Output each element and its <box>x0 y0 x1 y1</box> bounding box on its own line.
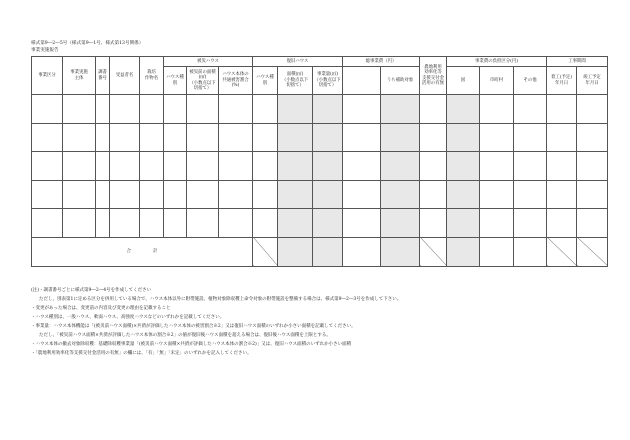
cell-house-shubetsu-1[interactable] <box>164 123 187 152</box>
cell-higai-wariai[interactable] <box>219 209 253 238</box>
col-header-shunkou: 竣工予定 年月日 <box>577 67 608 95</box>
cell-sonota[interactable] <box>514 209 547 238</box>
cell-uchi-hojo[interactable] <box>381 95 420 124</box>
cell-sonota[interactable] <box>514 123 547 152</box>
cell-shunkou[interactable] <box>577 152 608 181</box>
cell-shutai[interactable] <box>63 209 96 238</box>
cell-shichouson[interactable] <box>480 123 514 152</box>
col-header-fukkyu-house: 復旧ハウス <box>253 57 343 67</box>
cell-chakkou[interactable] <box>547 152 577 181</box>
cell-house-shubetsu-1[interactable] <box>164 152 187 181</box>
cell-chousa-bangou[interactable] <box>96 152 110 181</box>
cell-shichouson[interactable] <box>480 209 514 238</box>
cell-house-shubetsu-1[interactable] <box>164 209 187 238</box>
col-header-blank <box>343 67 381 95</box>
cell-chakkou[interactable] <box>547 123 577 152</box>
cell-uchi-hojo[interactable] <box>381 180 420 209</box>
cell-shichouson[interactable] <box>480 180 514 209</box>
cell-nouchi[interactable] <box>420 152 447 181</box>
cell-jigyouryou[interactable] <box>313 209 343 238</box>
cell-chakkou[interactable] <box>547 180 577 209</box>
cell-sakumotsu[interactable] <box>140 123 164 152</box>
col-header-shichouson: 市町村 <box>480 67 514 95</box>
total-cell-chakkou-diag <box>547 237 577 266</box>
cell-juekisha[interactable] <box>110 209 140 238</box>
cell-sonota[interactable] <box>514 180 547 209</box>
cell-kuni[interactable] <box>447 95 480 124</box>
cell-uchi-hojo[interactable] <box>381 209 420 238</box>
cell-house-shubetsu-2[interactable] <box>253 152 278 181</box>
cell-shutai[interactable] <box>63 123 96 152</box>
cell-higai-wariai[interactable] <box>219 152 253 181</box>
cell-chousa-bangou[interactable] <box>96 95 110 124</box>
col-header-sonota: その他 <box>514 67 547 95</box>
table-row <box>32 152 608 181</box>
cell-jigyouryou[interactable] <box>313 95 343 124</box>
cell-nouchi[interactable] <box>420 180 447 209</box>
cell-shunkou[interactable] <box>577 123 608 152</box>
cell-jigyou-kubun[interactable] <box>32 95 63 124</box>
cell-house-shubetsu-2[interactable] <box>253 209 278 238</box>
cell-juekisha[interactable] <box>110 95 140 124</box>
cell-shunkou[interactable] <box>577 209 608 238</box>
cell-chousa-bangou[interactable] <box>96 180 110 209</box>
note-line: ・変更があった場合は、変更前の内容及び変更の理由を記載すること <box>31 306 171 311</box>
cell-juekisha[interactable] <box>110 152 140 181</box>
cell-shichouson[interactable] <box>480 95 514 124</box>
form-reference: 様式第9―2―5号（様式第9―1号、様式第13号関係） <box>31 41 144 46</box>
cell-shutai[interactable] <box>63 152 96 181</box>
col-header-uchi-hojo: うち補助対象 <box>381 67 420 95</box>
cell-menseki-2[interactable] <box>278 95 313 124</box>
cell-jigyou-kubun[interactable] <box>32 209 63 238</box>
table-row <box>32 209 608 238</box>
cell-sakumotsu[interactable] <box>140 95 164 124</box>
cell-kuni[interactable] <box>447 180 480 209</box>
cell-higai-wariai[interactable] <box>219 95 253 124</box>
total-cell-nouchi-diag <box>420 237 447 266</box>
cell-juekisha[interactable] <box>110 123 140 152</box>
table-row <box>32 123 608 152</box>
col-header-menseki-2: 面積(㎡) （小数点以下 切捨て） <box>278 67 313 95</box>
cell-uchi-hojo[interactable] <box>381 152 420 181</box>
note-line: ・ハウス本体の撤去対象除収穫：基礎除収穫事業量「(被災前ハウス面積×共済が評価したハウス本体の割合※2)」又は、復旧ハウス面積のいずれか小さい面積 <box>31 342 352 347</box>
cell-jigyouryou[interactable] <box>313 180 343 209</box>
notes-section <box>31 286 602 358</box>
col-header-jigyouryou: 事業量(㎡) （小数点以下 切捨て） <box>313 67 343 95</box>
cell-shunkou[interactable] <box>577 95 608 124</box>
cell-menseki-2[interactable] <box>278 209 313 238</box>
col-header-shutai: 事業実施 主体 <box>63 57 96 95</box>
cell-menseki-2[interactable] <box>278 123 313 152</box>
cell-chakkou[interactable] <box>547 95 577 124</box>
total-cell-diag <box>253 237 278 266</box>
col-header-house-shubetsu-2: ハウス種 別 <box>253 67 278 95</box>
cell-kuni[interactable] <box>447 123 480 152</box>
cell-menseki-2[interactable] <box>278 152 313 181</box>
col-header-kouji-kikan: 工事期間 <box>547 57 608 67</box>
cell-kuni[interactable] <box>447 209 480 238</box>
cell-hisai-menseki[interactable] <box>187 95 219 124</box>
total-cell-sonota[interactable] <box>514 237 547 266</box>
form-title: 事業実施報告 <box>31 48 59 53</box>
cell-house-shubetsu-2[interactable] <box>253 123 278 152</box>
col-header-hisai-menseki: 被災前の面積 (㎡) （小数点以下 切捨て） <box>187 67 219 95</box>
cell-sonota[interactable] <box>514 95 547 124</box>
cell-chousa-bangou[interactable] <box>96 209 110 238</box>
total-row <box>32 237 608 266</box>
col-header-kuni: 国 <box>447 67 480 95</box>
cell-hisai-menseki[interactable] <box>187 209 219 238</box>
cell-nouchi[interactable] <box>420 123 447 152</box>
total-cell-kuni[interactable] <box>447 237 480 266</box>
note-line: ・ハウス種別は、一般ハウス、軟弱ハウス、高強度ハウスなどのいずれかを記載してください。 <box>31 315 225 320</box>
report-table <box>31 56 608 267</box>
note-line: ただし、別表第1に定める区分を併用している場合で、ハウス本体以外に附帯施設、植物対象除収穫上命令対象の附帯施設を整備する場合は、様式第9―2―3号を作成して下さい。 <box>39 297 402 302</box>
cell-shutai[interactable] <box>63 180 96 209</box>
cell-juekisha[interactable] <box>110 180 140 209</box>
cell-uchi-hojo[interactable] <box>381 123 420 152</box>
col-header-juekisha: 受益者名 <box>110 57 140 95</box>
cell-higai-wariai[interactable] <box>219 180 253 209</box>
cell-soujigyouhi[interactable] <box>343 95 381 124</box>
cell-shunkou[interactable] <box>577 180 608 209</box>
cell-sakumotsu[interactable] <box>140 152 164 181</box>
total-label-left: 合 <box>126 248 131 254</box>
cell-nouchi[interactable] <box>420 95 447 124</box>
total-cell-uchi-hojo[interactable] <box>381 237 420 266</box>
cell-shichouson[interactable] <box>480 152 514 181</box>
cell-hisai-menseki[interactable] <box>187 152 219 181</box>
cell-house-shubetsu-1[interactable] <box>164 95 187 124</box>
note-line: ・事業量：ハウス本体機能は「(被災前ハウス面積)×共済が評価したハウス本体の被害割合※2」又は復旧ハウス面積のいずれか小さい面積を記載してください。 <box>31 324 356 329</box>
cell-soujigyouhi[interactable] <box>343 180 381 209</box>
total-cell-menseki[interactable] <box>278 237 313 266</box>
total-cell-shunkou-diag <box>577 237 608 266</box>
cell-jigyou-kubun[interactable] <box>32 180 63 209</box>
col-header-chakkou: 着工(予定) 年月日 <box>547 67 577 95</box>
cell-hisai-menseki[interactable] <box>187 123 219 152</box>
cell-jigyou-kubun[interactable] <box>32 152 63 181</box>
cell-jigyouryou[interactable] <box>313 152 343 181</box>
cell-menseki-2[interactable] <box>278 180 313 209</box>
cell-house-shubetsu-1[interactable] <box>164 180 187 209</box>
col-header-sakumotsu: 栽培 作物名 <box>140 57 164 95</box>
cell-soujigyouhi[interactable] <box>343 152 381 181</box>
col-header-hisai-house: 被災ハウス <box>164 57 253 67</box>
total-label <box>32 237 253 266</box>
total-cell-jigyouryou[interactable] <box>313 237 343 266</box>
table-row <box>32 95 608 124</box>
cell-house-shubetsu-2[interactable] <box>253 95 278 124</box>
cell-house-shubetsu-2[interactable] <box>253 180 278 209</box>
table-row <box>32 180 608 209</box>
col-header-jigyou-kubun: 事業区分 <box>32 57 63 95</box>
cell-sonota[interactable] <box>514 152 547 181</box>
col-header-higai-wariai: ハウス本体の 共通被害割合 (%) <box>219 67 253 95</box>
col-header-house-shubetsu-1: ハウス種 別 <box>164 67 187 95</box>
total-cell-soujigyouhi[interactable] <box>343 237 381 266</box>
note-line: ただし、「被災前ハウス面積×共済が評価したハウス本体の割合※2」の値が復旧後ハウス面積を超える場合は、復旧後ハウス面積を上限とする。 <box>39 333 331 338</box>
cell-shutai[interactable] <box>63 95 96 124</box>
cell-jigyou-kubun[interactable] <box>32 123 63 152</box>
cell-sakumotsu[interactable] <box>140 180 164 209</box>
cell-chakkou[interactable] <box>547 209 577 238</box>
cell-kuni[interactable] <box>447 152 480 181</box>
cell-chousa-bangou[interactable] <box>96 123 110 152</box>
total-label-right: 計 <box>153 248 158 254</box>
total-cell-shichouson[interactable] <box>480 237 514 266</box>
note-line: ・「農地利用効率化等支援交付金活用の有無」の欄には、「有」「無」「未定」のいずれかを記入してください。 <box>31 351 252 356</box>
cell-soujigyouhi[interactable] <box>343 123 381 152</box>
cell-higai-wariai[interactable] <box>219 123 253 152</box>
cell-nouchi[interactable] <box>420 209 447 238</box>
cell-hisai-menseki[interactable] <box>187 180 219 209</box>
col-header-nouchi: 農地利用 効率化等 支援交付金 活用の有無 <box>420 57 447 95</box>
col-header-soujigyouhi: 総事業費（円） <box>343 57 420 67</box>
note-line: (注)・調書番号ごとに様式第9―2―4号を作成してください <box>31 288 152 293</box>
cell-jigyouryou[interactable] <box>313 123 343 152</box>
cell-soujigyouhi[interactable] <box>343 209 381 238</box>
col-header-futan-kubun: 事業費の負担区分(円) <box>447 57 547 67</box>
cell-sakumotsu[interactable] <box>140 209 164 238</box>
col-header-chousa-bangou: 調書 番号 <box>96 57 110 95</box>
